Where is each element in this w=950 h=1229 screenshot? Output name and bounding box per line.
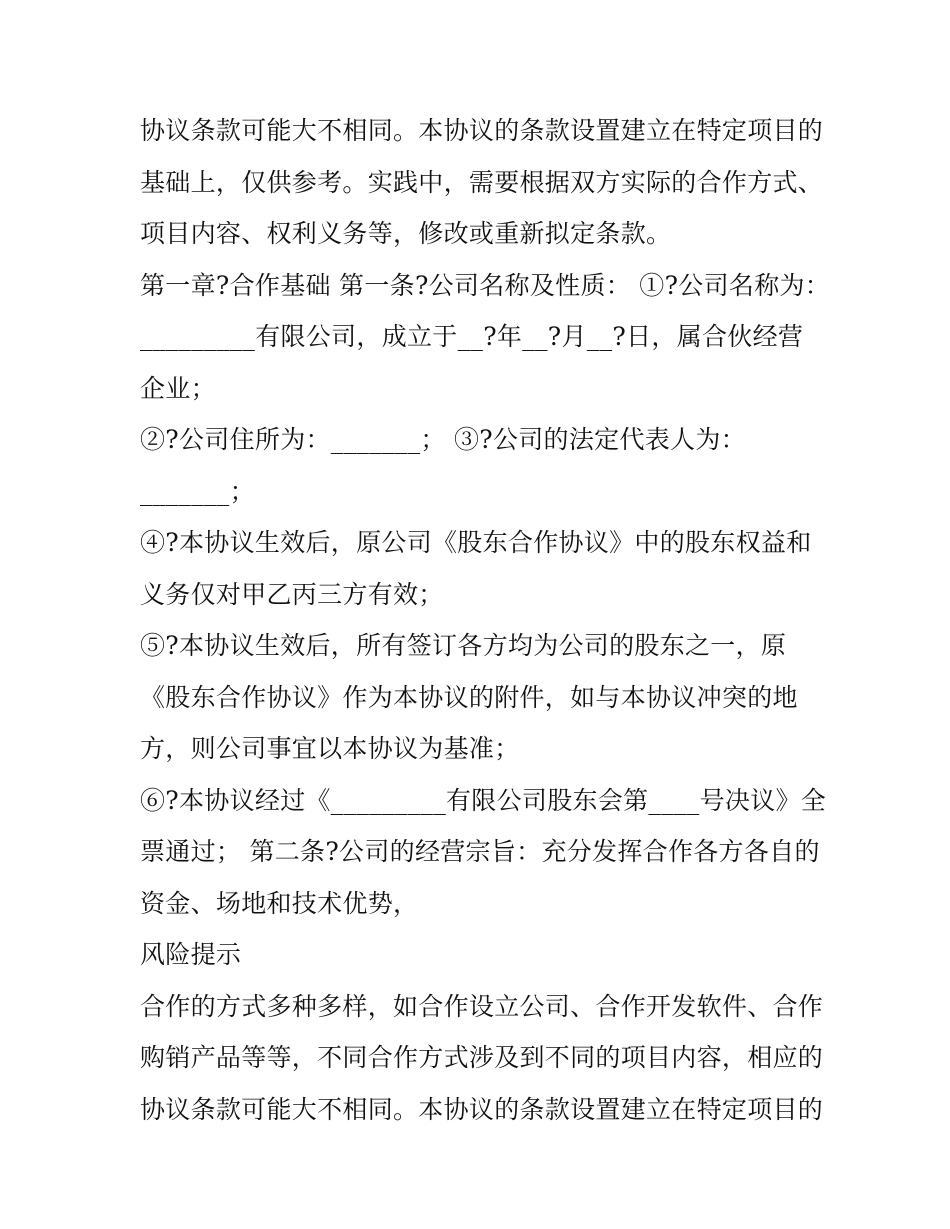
text-line: _______； (140, 476, 255, 506)
text-line: 第一章?合作基础 第一条?公司名称及性质： ①?公司名称为： (140, 270, 831, 300)
text-line: 票通过； 第二条?公司的经营宗旨：充分发挥合作各方各自的 (140, 837, 820, 866)
text-line: ⑤?本协议生效后，所有签订各方均为公司的股东之一，原 (140, 631, 787, 660)
section-heading: 风险提示 (140, 940, 242, 969)
text-line: ②?公司住所为：_______； ③?公司的法定代表人为： (140, 425, 746, 454)
text-line: ⑥?本协议经过《_________有限公司股东会第____号决议》全 (140, 785, 827, 815)
text-line: 资金、场地和技术优势， (140, 888, 419, 918)
text-line: ④?本协议生效后，原公司《股东合作协议》中的股东权益和 (140, 528, 812, 557)
text-line: 协议条款可能大不相同。本协议的条款设置建立在特定项目的 (140, 116, 824, 145)
text-line: 方，则公司事宜以本协议为基准； (140, 734, 520, 763)
text-line: 协议条款可能大不相同。本协议的条款设置建立在特定项目的 (140, 1094, 824, 1124)
text-line: 购销产品等等，不同合作方式涉及到不同的项目内容，相应的 (140, 1043, 824, 1072)
text-line: 《股东合作协议》作为本协议的附件，如与本协议冲突的地 (140, 682, 798, 712)
text-line: 合作的方式多种多样，如合作设立公司、合作开发软件、合作 (140, 991, 824, 1021)
text-line: 义务仅对甲乙丙三方有效； (140, 579, 444, 609)
text-line: 项目内容、权利义务等，修改或重新拟定条款。 (140, 219, 672, 248)
text-line: _________有限公司，成立于__?年__?月__?日，属合伙经营 (140, 322, 804, 351)
text-line: 企业； (140, 373, 216, 403)
document-page (140, 105, 830, 1135)
text-line: 基础上，仅供参考。实践中，需要根据双方实际的合作方式、 (140, 167, 824, 197)
